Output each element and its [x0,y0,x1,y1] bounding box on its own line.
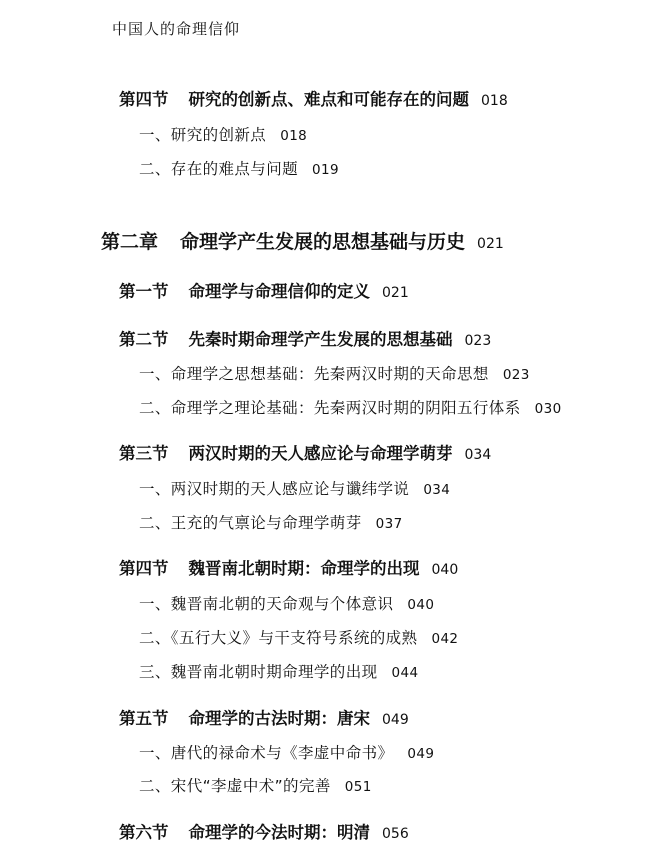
toc-section-entry [119,446,491,463]
page-number: 049 [382,712,409,728]
item-title: 二、存在的难点与问题 [139,160,299,178]
toc-item-entry [139,665,418,681]
section-label: 第六节 [119,823,169,842]
item-title: 二、《五行大义》与干支符号系统的成熟 [139,629,418,647]
item-title: 一、魏晋南北朝的天命观与个体意识 [139,595,394,613]
item-title: 一、研究的创新点 [139,126,267,144]
page-number: 023 [502,367,530,383]
running-header: 中国人的命理信仰 [112,20,241,38]
section-title: 命理学的古法时期：唐宋 [188,709,370,728]
page-number: 040 [407,597,435,613]
page-number: 018 [280,128,308,144]
item-title: 二、命理学之理论基础：先秦两汉时期的阴阳五行体系 [139,399,521,417]
section-title: 魏晋南北朝时期：命理学的出现 [188,559,420,578]
page-number: 023 [464,333,492,349]
page-number: 019 [312,162,339,178]
toc-item-entry [139,597,434,613]
item-title: 一、两汉时期的天人感应论与谶纬学说 [139,480,410,498]
item-title: 三、魏晋南北朝时期命理学的出现 [139,663,378,681]
toc-chapter-entry [101,233,504,252]
toc-item-entry [139,482,450,498]
toc-item-entry [139,128,307,144]
toc-item-entry [139,746,434,762]
toc-item-entry [139,401,562,417]
toc-item-entry [139,367,530,383]
toc-section-entry [119,711,409,728]
page-number: 042 [431,631,459,647]
page-number: 021 [382,285,409,301]
section-label: 第二节 [119,330,169,349]
toc-item-entry [139,162,339,178]
item-title: 一、唐代的禄命术与《李虚中命书》 [139,744,394,762]
page-number: 056 [382,826,409,842]
section-title: 命理学的今法时期：明清 [188,823,370,842]
toc-section-entry [119,92,508,109]
item-title: 一、命理学之思想基础：先秦两汉时期的天命思想 [139,365,489,383]
section-title: 两汉时期的天人感应论与命理学萌芽 [188,444,453,463]
toc-item-entry [139,516,403,532]
section-label: 第四节 [119,90,169,109]
toc-item-entry [139,631,458,647]
section-label: 第五节 [119,709,169,728]
chapter-title: 命理学产生发展的思想基础与历史 [180,231,466,253]
item-title: 二、宋代“李虚中术”的完善 [139,777,331,795]
page-number: 037 [375,516,403,532]
toc-section-entry [119,284,409,301]
section-title: 命理学与命理信仰的定义 [188,282,370,301]
page-number: 018 [481,93,508,109]
item-title: 二、王充的气禀论与命理学萌芽 [139,514,362,532]
page-number: 044 [391,665,419,681]
page-number: 021 [477,236,504,252]
section-label: 第四节 [119,559,169,578]
page-number: 051 [344,779,372,795]
toc-section-entry [119,332,491,349]
chapter-label: 第二章 [101,231,159,253]
page-number: 040 [431,562,459,578]
section-label: 第三节 [119,444,169,463]
toc-section-entry [119,561,458,578]
page-number: 034 [464,447,492,463]
section-title: 先秦时期命理学产生发展的思想基础 [188,330,453,349]
page-number: 034 [423,482,451,498]
section-title: 研究的创新点、难点和可能存在的问题 [188,90,469,109]
section-label: 第一节 [119,282,169,301]
page-number: 030 [534,401,562,417]
page-number: 049 [407,746,435,762]
toc-section-entry [119,825,409,842]
toc-item-entry [139,779,372,795]
